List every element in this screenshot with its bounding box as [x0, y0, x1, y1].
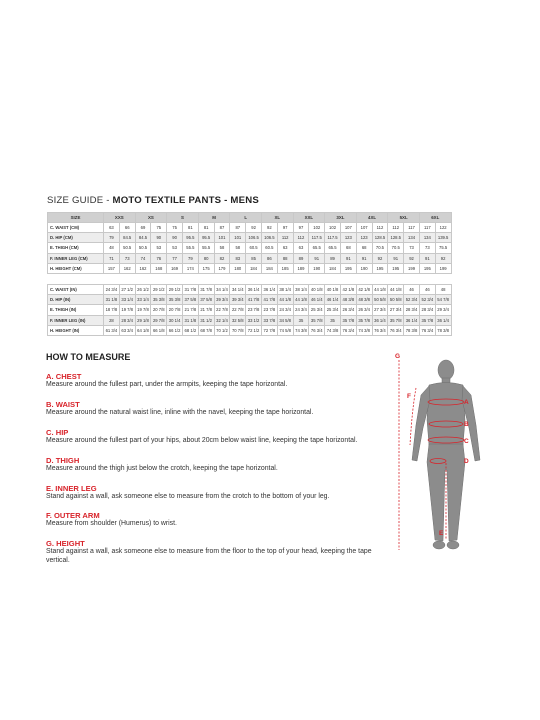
table-cell: 35 7/8 — [340, 315, 356, 325]
table-cell: 190 — [356, 263, 372, 273]
step-heading: D. THIGH — [46, 455, 80, 465]
table-cell: 25 3/4 — [325, 305, 341, 315]
table-cell: 35 3/8 — [167, 295, 183, 305]
table-cell: 76 3/4 — [419, 325, 435, 335]
table-cell: 46 — [404, 285, 420, 295]
table-cell: 123 — [340, 233, 356, 243]
table-cell: 185 — [277, 263, 293, 273]
table-cell: 50.5 — [119, 243, 135, 253]
table-cell: 162 — [119, 263, 135, 273]
table-cell: 139.5 — [435, 233, 451, 243]
table-cell: 112 — [388, 223, 404, 233]
row-label: F. INNER LEG (CM) — [48, 253, 104, 263]
table-cell: 68 7/8 — [198, 325, 214, 335]
step-text: Measure around the thigh just below the crotch, keeping the tape horizontal. — [46, 464, 278, 472]
table-cell: 83 — [230, 253, 246, 263]
table-cell: 74 3/8 — [356, 325, 372, 335]
table-cell: 90 — [167, 233, 183, 243]
table-cell: 70 7/8 — [230, 325, 246, 335]
table-cell: 48 3/8 — [356, 295, 372, 305]
table-cell: 84.5 — [135, 233, 151, 243]
table-cell: 179 — [214, 263, 230, 273]
table-cell: 117.5 — [325, 233, 341, 243]
table-cell: 48 3/8 — [340, 295, 356, 305]
table-cell: 29 1/2 — [167, 285, 183, 295]
table-cell: 54 7/8 — [435, 295, 451, 305]
table-cell: 60.5 — [261, 243, 277, 253]
table-row — [48, 295, 452, 305]
row-label: D. HIP (IN) — [48, 295, 104, 305]
step-text: Measure around the fullest part of your hips, about 20cm below waist line, keeping the tape horizontal. — [46, 436, 358, 444]
table-cell: 78 3/8 — [435, 325, 451, 335]
table-cell: 28 — [104, 315, 120, 325]
table-cell: 40 1/8 — [309, 285, 325, 295]
table-cell: 55.5 — [182, 243, 198, 253]
table-cell: 31 7/8 — [198, 285, 214, 295]
table-cell: 44 1/8 — [388, 285, 404, 295]
size-header-cell: 5XL — [388, 213, 420, 223]
table-cell: 73 — [419, 243, 435, 253]
table-cell: 195 — [419, 263, 435, 273]
table-cell: 97 — [277, 223, 293, 233]
table-cell: 61 3/4 — [104, 325, 120, 335]
table-cell: 97 — [293, 223, 309, 233]
size-table-cm — [47, 212, 452, 274]
table-cell: 77 — [167, 253, 183, 263]
table-cell: 39 3/4 — [230, 295, 246, 305]
table-cell: 70.5 — [388, 243, 404, 253]
table-cell: 112 — [277, 233, 293, 243]
table-cell: 26 3/4 — [356, 305, 372, 315]
table-cell: 72 1/2 — [246, 325, 262, 335]
table-cell: 95.5 — [198, 233, 214, 243]
table-row — [48, 325, 452, 335]
table-cell: 29 7/8 — [151, 315, 167, 325]
table-cell: 55.5 — [198, 243, 214, 253]
table-cell: 44 1/8 — [293, 295, 309, 305]
table-cell: 68 — [340, 243, 356, 253]
table-cell: 180 — [230, 263, 246, 273]
table-cell: 41 7/8 — [246, 295, 262, 305]
table-row — [48, 243, 452, 253]
table-cell: 117 — [419, 223, 435, 233]
table-cell: 68 1/2 — [182, 325, 198, 335]
size-header-row — [48, 213, 452, 223]
table-cell: 33 1/4 — [135, 295, 151, 305]
table-cell: 60.5 — [246, 243, 262, 253]
table-row — [48, 305, 452, 315]
table-row — [48, 263, 452, 273]
table-cell: 80 — [198, 253, 214, 263]
table-cell: 33 7/8 — [261, 315, 277, 325]
table-cell: 64 1/8 — [135, 325, 151, 335]
table-cell: 65.5 — [309, 243, 325, 253]
table-cell: 112 — [372, 223, 388, 233]
table-cell: 81 — [182, 223, 198, 233]
table-cell: 34 1/4 — [230, 285, 246, 295]
table-cell: 91 — [340, 253, 356, 263]
table-cell: 28 3/4 — [404, 305, 420, 315]
table-cell: 50 5/8 — [372, 295, 388, 305]
table-cell: 76 3/4 — [372, 325, 388, 335]
step-text: Stand against a wall, ask someone else to measure from the floor to the top of your head, keeping the tape vertical. — [46, 548, 372, 564]
table-cell: 29 3/4 — [435, 305, 451, 315]
size-header-cell: S — [167, 213, 199, 223]
table-cell: 75 — [151, 223, 167, 233]
table-cell: 28 3/4 — [419, 305, 435, 315]
step-hip — [46, 428, 386, 446]
table-cell: 27 1/2 — [119, 285, 135, 295]
table-cell: 107 — [340, 223, 356, 233]
how-to-measure-title: HOW TO MEASURE — [46, 352, 131, 362]
table-row — [48, 223, 452, 233]
table-cell: 41 7/8 — [261, 295, 277, 305]
step-heading: F. OUTER ARM — [46, 511, 100, 521]
table-cell: 79 — [104, 233, 120, 243]
table-cell: 58 — [214, 243, 230, 253]
table-cell: 32 5/8 — [230, 315, 246, 325]
table-cell: 63 3/4 — [119, 325, 135, 335]
table-cell: 66 1/8 — [151, 325, 167, 335]
label-b: B — [464, 421, 469, 428]
table-cell: 44 1/8 — [372, 285, 388, 295]
row-label: E. THIGH (CM) — [48, 243, 104, 253]
table-cell: 106.5 — [246, 233, 262, 243]
table-cell: 28 3/4 — [119, 315, 135, 325]
table-cell: 36 1/4 — [261, 285, 277, 295]
table-cell: 92 — [435, 253, 451, 263]
table-cell: 35 7/8 — [309, 315, 325, 325]
step-text: Measure around the natural waist line, inline with the navel, keeping the tape horizontal. — [46, 408, 314, 416]
table-cell: 53 — [167, 243, 183, 253]
table-cell: 38 1/4 — [293, 285, 309, 295]
table-cell: 37 5/8 — [198, 295, 214, 305]
table-cell: 76 3/4 — [309, 325, 325, 335]
table-cell: 36 1/4 — [372, 315, 388, 325]
table-cell: 107 — [356, 223, 372, 233]
table-cell: 74 — [135, 253, 151, 263]
table-cell: 92 — [372, 253, 388, 263]
step-waist — [46, 400, 386, 418]
table-cell: 92 — [246, 223, 262, 233]
table-cell: 23 7/8 — [246, 305, 262, 315]
label-g: G — [395, 353, 401, 360]
step-text: Stand against a wall, ask someone else to measure from the crotch to the bottom of your leg. — [46, 492, 330, 500]
title-product: MOTO TEXTILE PANTS - MENS — [112, 195, 259, 206]
table-cell: 117 — [404, 223, 420, 233]
table-cell: 52 3/4 — [404, 295, 420, 305]
table-cell: 29 1/8 — [135, 315, 151, 325]
table-cell: 31 1/8 — [104, 295, 120, 305]
table-cell: 24 3/4 — [104, 285, 120, 295]
table-cell: 175 — [198, 263, 214, 273]
table-cell: 30 1/4 — [167, 315, 183, 325]
table-row — [48, 315, 452, 325]
table-cell: 53 — [151, 243, 167, 253]
size-header-cell: XXS — [104, 213, 136, 223]
table-cell: 63 — [277, 243, 293, 253]
table-cell: 90 — [151, 233, 167, 243]
step-height — [46, 539, 386, 565]
table-cell: 34 5/8 — [277, 315, 293, 325]
table-cell: 70 1/2 — [214, 325, 230, 335]
table-cell: 195 — [372, 263, 388, 273]
page-title — [47, 195, 259, 206]
table-cell: 33 1/4 — [119, 295, 135, 305]
table-cell: 35 7/8 — [419, 315, 435, 325]
table-cell: 46 — [419, 285, 435, 295]
table-cell: 73 — [404, 243, 420, 253]
table-cell: 31 7/8 — [182, 285, 198, 295]
table-cell: 117.5 — [309, 233, 325, 243]
table-row — [48, 285, 452, 295]
table-cell: 38 1/4 — [277, 285, 293, 295]
table-cell: 92 — [261, 223, 277, 233]
table-cell: 24 3/4 — [293, 305, 309, 315]
table-cell: 42 1/8 — [340, 285, 356, 295]
row-label: H. HEIGHT (CM) — [48, 263, 104, 273]
table-cell: 22 7/8 — [214, 305, 230, 315]
table-cell: 42 1/8 — [356, 285, 372, 295]
table-cell: 27 3/4 — [388, 305, 404, 315]
row-label: H. HEIGHT (IN) — [48, 325, 104, 335]
table-cell: 81 — [198, 223, 214, 233]
table-cell: 82 — [214, 253, 230, 263]
size-header-cell: M — [198, 213, 230, 223]
table-cell: 76 — [151, 253, 167, 263]
step-heading: B. WAIST — [46, 399, 80, 409]
table-cell: 37 5/8 — [182, 295, 198, 305]
table-cell: 195 — [340, 263, 356, 273]
table-cell: 19 7/8 — [119, 305, 135, 315]
table-cell: 70.5 — [372, 243, 388, 253]
table-cell: 20 7/8 — [167, 305, 183, 315]
table-cell: 184 — [246, 263, 262, 273]
step-thigh — [46, 456, 386, 474]
label-c: C — [464, 438, 469, 445]
table-cell: 102 — [309, 223, 325, 233]
table-cell: 169 — [167, 263, 183, 273]
step-heading: E. INNER LEG — [46, 483, 97, 493]
table-cell: 46 1/4 — [309, 295, 325, 305]
table-cell: 46 1/4 — [325, 295, 341, 305]
table-cell: 36 1/4 — [404, 315, 420, 325]
table-cell: 40 1/8 — [325, 285, 341, 295]
table-cell: 199 — [435, 263, 451, 273]
row-label: C. WAIST (IN) — [48, 285, 104, 295]
table-cell: 50.5 — [135, 243, 151, 253]
table-cell: 35 — [325, 315, 341, 325]
table-cell: 63 — [293, 243, 309, 253]
table-cell: 48 — [435, 285, 451, 295]
table-cell: 39 3/4 — [214, 295, 230, 305]
table-cell: 91 — [356, 253, 372, 263]
table-cell: 123 — [356, 233, 372, 243]
size-table-in — [47, 284, 452, 336]
table-cell: 168 — [151, 263, 167, 273]
table-cell: 184 — [325, 263, 341, 273]
step-outer-arm — [46, 511, 386, 529]
size-header-cell: 6XL — [419, 213, 451, 223]
table-cell: 87 — [230, 223, 246, 233]
label-e: E — [439, 530, 444, 537]
table-cell: 35 3/8 — [151, 295, 167, 305]
table-cell: 58 — [230, 243, 246, 253]
table-cell: 69 — [135, 223, 151, 233]
table-cell: 66 1/2 — [167, 325, 183, 335]
table-cell: 32 1/4 — [214, 315, 230, 325]
table-cell: 189 — [293, 263, 309, 273]
table-cell: 27 3/4 — [372, 305, 388, 315]
table-cell: 190 — [309, 263, 325, 273]
table-cell: 34 1/4 — [214, 285, 230, 295]
table-cell: 68 — [356, 243, 372, 253]
table-cell: 112 — [293, 233, 309, 243]
label-d: D — [464, 458, 469, 465]
table-cell: 128.5 — [372, 233, 388, 243]
step-heading: A. CHEST — [46, 372, 82, 381]
table-cell: 88 — [277, 253, 293, 263]
table-cell: 86 — [261, 253, 277, 263]
table-cell: 31 1/2 — [198, 315, 214, 325]
measure-steps — [46, 372, 386, 576]
size-header-cell: XXL — [293, 213, 325, 223]
table-row — [48, 233, 452, 243]
table-cell: 174 — [182, 263, 198, 273]
table-cell: 35 — [293, 315, 309, 325]
label-a: A — [464, 399, 469, 406]
table-cell: 18 7/8 — [104, 305, 120, 315]
table-cell: 74 3/8 — [325, 325, 341, 335]
table-cell: 162 — [135, 263, 151, 273]
row-label: E. THIGH (IN) — [48, 305, 104, 315]
table-cell: 134 — [404, 233, 420, 243]
table-cell: 74 3/8 — [293, 325, 309, 335]
table-cell: 21 7/8 — [182, 305, 198, 315]
table-cell: 102 — [325, 223, 341, 233]
table-cell: 91 — [388, 253, 404, 263]
table-cell: 73 — [119, 253, 135, 263]
table-cell: 101 — [214, 233, 230, 243]
table-cell: 50 5/8 — [388, 295, 404, 305]
table-cell: 89 — [325, 253, 341, 263]
table-cell: 184 — [261, 263, 277, 273]
row-label: C. WAIST (CM) — [48, 223, 104, 233]
size-header-cell: 4XL — [356, 213, 388, 223]
table-cell: 63 — [104, 223, 120, 233]
table-cell: 21 7/8 — [198, 305, 214, 315]
table-cell: 199 — [404, 263, 420, 273]
table-cell: 44 1/8 — [277, 295, 293, 305]
size-header-cell: XS — [135, 213, 167, 223]
step-text: Measure around the fullest part, under the armpits, keeping the tape horizontal. — [46, 381, 288, 388]
step-chest — [46, 372, 386, 390]
table-cell: 95.5 — [182, 233, 198, 243]
table-cell: 128.5 — [388, 233, 404, 243]
row-label: F. INNER LEG (IN) — [48, 315, 104, 325]
table-cell: 22 7/8 — [230, 305, 246, 315]
table-cell: 48 — [104, 243, 120, 253]
row-label: D. HIP (CM) — [48, 233, 104, 243]
size-header-label: SIZE — [48, 213, 104, 223]
title-prefix: SIZE GUIDE - — [47, 195, 113, 206]
table-cell: 74 5/8 — [277, 325, 293, 335]
table-cell: 35 7/8 — [356, 315, 372, 325]
table-cell: 66 — [119, 223, 135, 233]
table-cell: 85 — [246, 253, 262, 263]
table-cell: 76 3/4 — [388, 325, 404, 335]
table-row — [48, 253, 452, 263]
table-cell: 24 3/4 — [277, 305, 293, 315]
table-cell: 35 7/8 — [388, 315, 404, 325]
table-cell: 92 — [404, 253, 420, 263]
table-cell: 87 — [214, 223, 230, 233]
table-cell: 31 1/8 — [182, 315, 198, 325]
table-cell: 122 — [435, 223, 451, 233]
body-figure-icon — [385, 350, 505, 560]
table-cell: 23 7/8 — [261, 305, 277, 315]
step-inner-leg — [46, 484, 386, 502]
size-header-cell: 3XL — [325, 213, 357, 223]
table-cell: 78 3/8 — [404, 325, 420, 335]
size-header-cell: L — [230, 213, 262, 223]
step-text: Measure from shoulder (Humerus) to wrist. — [46, 520, 177, 528]
table-cell: 33 1/2 — [246, 315, 262, 325]
table-cell: 36 1/4 — [246, 285, 262, 295]
table-cell: 157 — [104, 263, 120, 273]
table-cell: 36 1/4 — [435, 315, 451, 325]
table-cell: 101 — [230, 233, 246, 243]
table-cell: 75.5 — [435, 243, 451, 253]
table-cell: 19 7/8 — [135, 305, 151, 315]
size-header-cell: XL — [261, 213, 293, 223]
table-cell: 84.5 — [119, 233, 135, 243]
table-cell: 52 3/4 — [419, 295, 435, 305]
table-cell: 89 — [293, 253, 309, 263]
table-cell: 20 7/8 — [151, 305, 167, 315]
table-cell: 71 — [104, 253, 120, 263]
table-cell: 65.5 — [325, 243, 341, 253]
table-cell: 29 1/2 — [151, 285, 167, 295]
table-cell: 91 — [419, 253, 435, 263]
table-cell: 134 — [419, 233, 435, 243]
table-cell: 75 — [167, 223, 183, 233]
step-heading: G. HEIGHT — [46, 539, 85, 549]
table-cell: 106.5 — [261, 233, 277, 243]
table-cell: 26 3/4 — [340, 305, 356, 315]
label-f: F — [407, 393, 411, 400]
table-cell: 26 1/2 — [135, 285, 151, 295]
table-cell: 195 — [388, 263, 404, 273]
table-cell: 91 — [309, 253, 325, 263]
table-cell: 25 3/4 — [309, 305, 325, 315]
table-cell: 72 7/8 — [261, 325, 277, 335]
table-cell: 79 — [182, 253, 198, 263]
table-cell: 76 3/4 — [340, 325, 356, 335]
step-heading: C. HIP — [46, 427, 69, 437]
